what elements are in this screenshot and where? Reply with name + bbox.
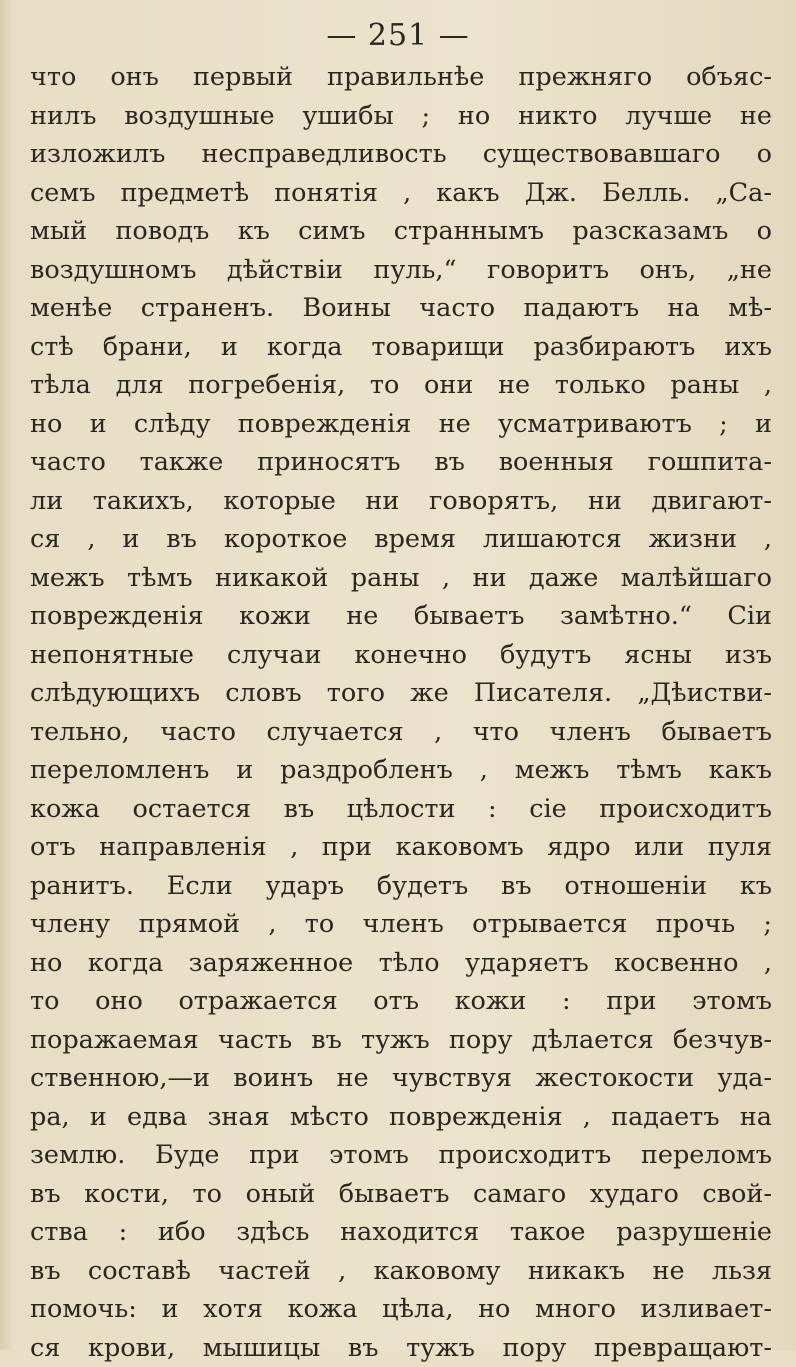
text-line: нилъ воздушные ушибы ; но никто лучше не	[30, 97, 772, 136]
text-line: члену прямой , то членъ отрывается прочь ;	[30, 905, 772, 944]
text-line: переломленъ и раздробленъ , межъ тѣмъ какъ	[30, 751, 772, 790]
text-line: ства : ибо здѣсь находится такое разрушеніе	[30, 1213, 772, 1252]
text-line: то оно отражается отъ кожи : при этомъ	[30, 982, 772, 1021]
text-line: кожа остается въ цѣлости : сіе происходитъ	[30, 790, 772, 829]
text-line: часто также приносятъ въ военныя гошпита-	[30, 443, 772, 482]
text-line: ся крови, мышицы въ тужъ пору превращают-	[30, 1329, 772, 1367]
text-line: менѣе страненъ. Воины часто падаютъ на мѣ-	[30, 289, 772, 328]
text-line: тѣла для погребенія, то они не только раны ,	[30, 366, 772, 405]
text-line: поражаемая часть въ тужъ пору дѣлается безчув-	[30, 1021, 772, 1060]
page-number: — 251 —	[0, 18, 796, 53]
text-line: воздушномъ дѣйствіи пуль,“ говоритъ онъ, „не	[30, 251, 772, 290]
text-line: межъ тѣмъ никакой раны , ни даже малѣйшаго	[30, 559, 772, 598]
text-line: стѣ брани, и когда товарищи разбираютъ ихъ	[30, 328, 772, 367]
text-line: но и слѣду поврежденія не усматриваютъ ; и	[30, 405, 772, 444]
text-line: тельно, часто случается , что членъ бываетъ	[30, 713, 772, 752]
text-line: непонятные случаи конечно будутъ ясны изъ	[30, 636, 772, 675]
text-line: мый поводъ къ симъ страннымъ разсказамъ о	[30, 212, 772, 251]
text-line: землю. Буде при этомъ происходитъ переломъ	[30, 1136, 772, 1175]
text-line: ра, и едва зная мѣсто поврежденія , падаетъ на	[30, 1098, 772, 1137]
text-line: семъ предметѣ понятія , какъ Дж. Белль. „Са-	[30, 174, 772, 213]
text-line: слѣдующихъ словъ того же Писателя. „Дѣистви-	[30, 674, 772, 713]
text-line: что онъ первый правильнѣе прежняго объяс-	[30, 58, 772, 97]
body-text	[30, 58, 772, 1367]
text-line: ли такихъ, которые ни говорятъ, ни двигают-	[30, 482, 772, 521]
text-line: но когда заряженное тѣло ударяетъ косвенно ,	[30, 944, 772, 983]
text-line: поврежденія кожи не бываетъ замѣтно.“ Сіи	[30, 597, 772, 636]
text-line: въ кости, то оный бываетъ самаго худаго свой-	[30, 1175, 772, 1214]
text-line: изложилъ несправедливость существовавшаго о	[30, 135, 772, 174]
text-line: ся , и въ короткое время лишаются жизни ,	[30, 520, 772, 559]
text-line: ственною,—и воинъ не чувствуя жестокости уда-	[30, 1059, 772, 1098]
text-line: ранитъ. Если ударъ будетъ въ отношеніи къ	[30, 867, 772, 906]
text-line: въ составѣ частей , каковому никакъ не льзя	[30, 1252, 772, 1291]
text-line: помочь: и хотя кожа цѣла, но много изливает-	[30, 1290, 772, 1329]
text-line: отъ направленія , при каковомъ ядро или пуля	[30, 828, 772, 867]
